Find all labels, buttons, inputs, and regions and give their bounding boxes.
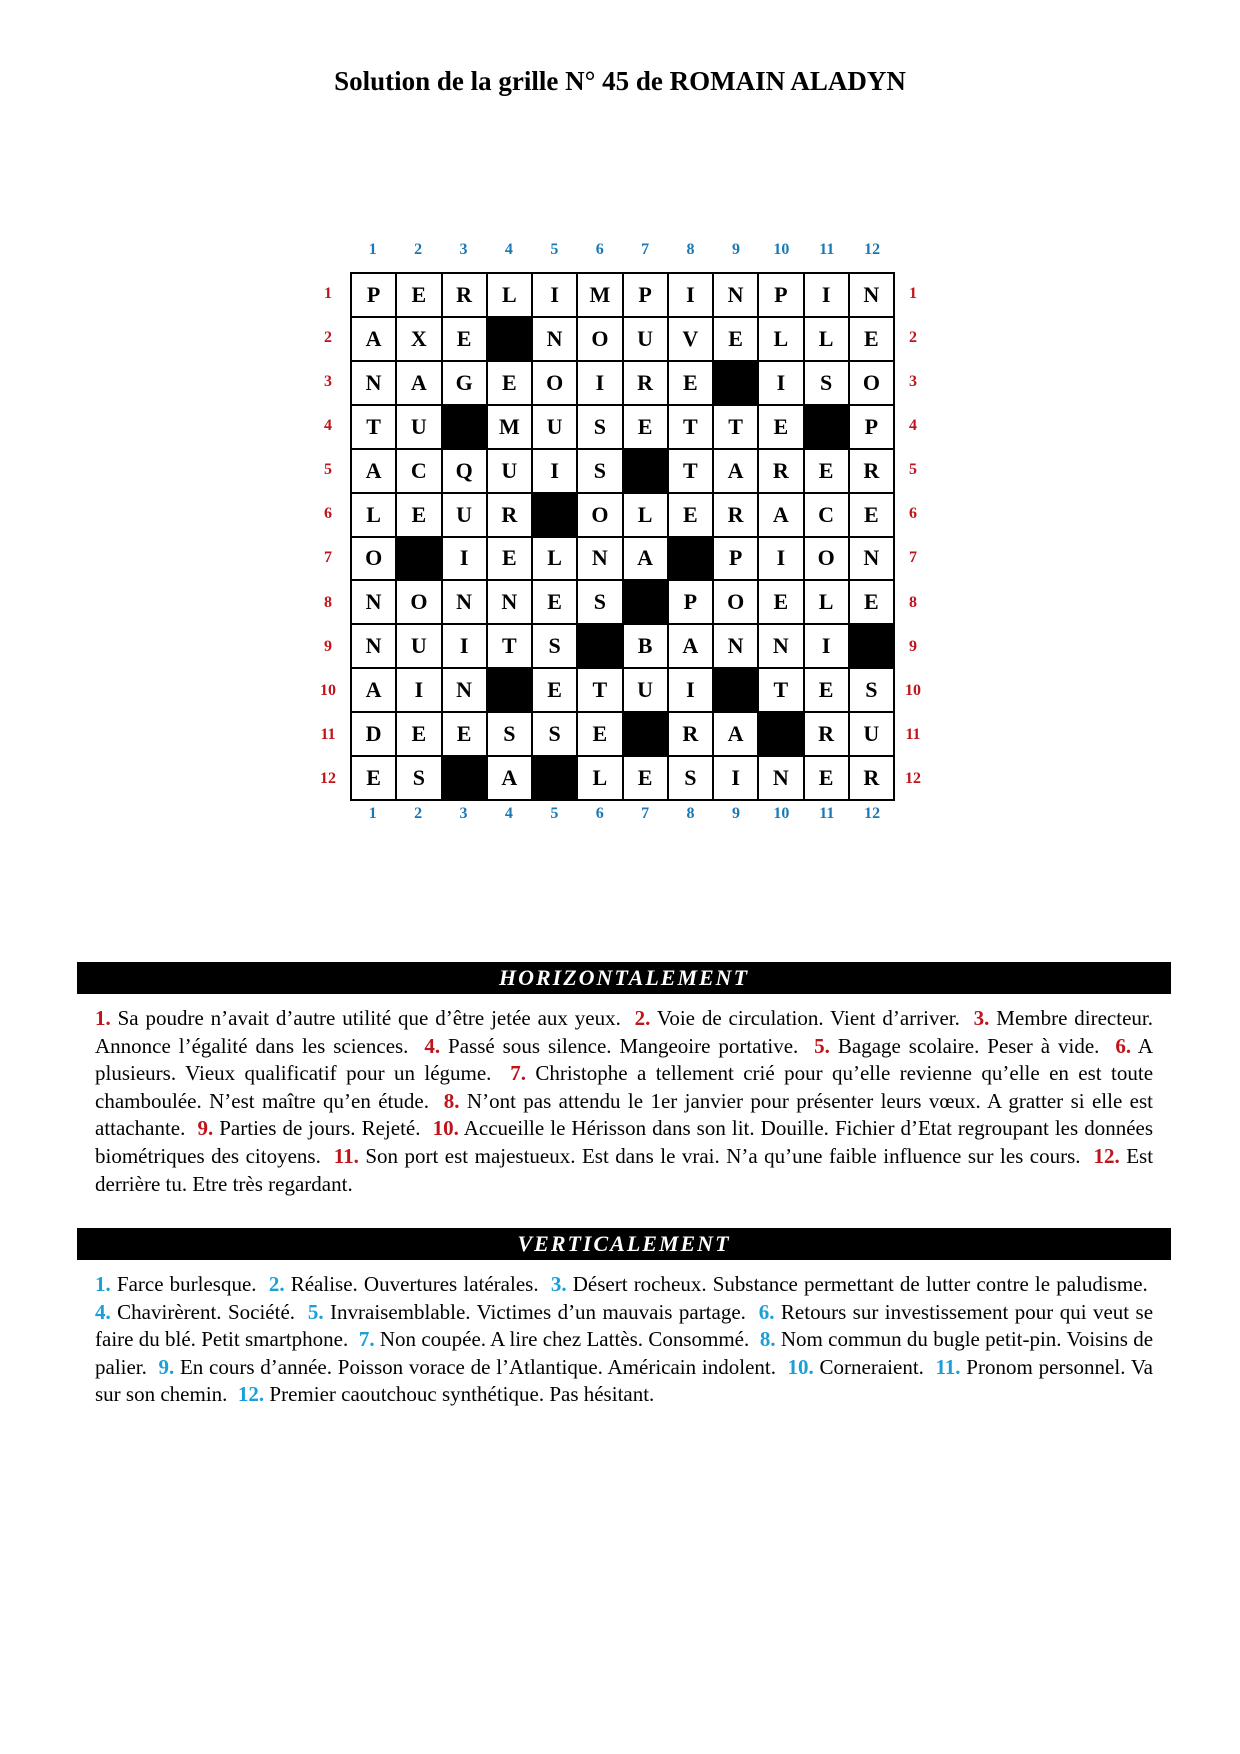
clue-number: 10. [432, 1116, 459, 1141]
grid-cell: A [624, 538, 667, 580]
clue-number: 2. [268, 1272, 285, 1296]
clue-text: Christophe a tellement crié pour qu’elle revienne qu’elle en est toute chamboulée. N’est maître qu’en étude. [95, 1061, 1154, 1113]
clue-text: Retours sur investissement pour qui veut se faire du blé. Petit smartphone. [95, 1299, 1154, 1352]
column-number: 8 [686, 241, 695, 258]
grid-cell: E [669, 362, 712, 404]
grid-cell: L [805, 581, 848, 623]
grid-cell: U [443, 494, 486, 536]
vertical-clues [95, 1271, 1153, 1409]
grid-cell: N [352, 581, 395, 623]
grid-cell: L [578, 757, 621, 799]
grid-cell: E [533, 581, 576, 623]
row-number: 3 [909, 373, 917, 391]
column-number: 5 [550, 805, 559, 822]
clue-text: Est derrière tu. Etre très regardant. [95, 1143, 1154, 1196]
clue-number: 6. [758, 1299, 775, 1324]
row-number: 10 [320, 681, 336, 699]
row-number: 2 [324, 329, 332, 347]
black-square [578, 625, 621, 667]
clue-text: Corneraient. [819, 1354, 924, 1379]
grid-cell: B [624, 625, 667, 667]
grid-cell: N [714, 625, 757, 667]
black-square [488, 669, 531, 711]
black-square [805, 406, 848, 448]
grid-cell: A [352, 669, 395, 711]
grid-cell: R [669, 713, 712, 755]
grid-cell: M [578, 274, 621, 316]
grid-cell: N [850, 538, 893, 580]
grid-cell: X [397, 318, 440, 360]
grid-cell: A [759, 494, 802, 536]
page-title: Solution de la grille N° 45 de ROMAIN ALADYN [334, 66, 906, 96]
grid-cell: A [669, 625, 712, 667]
grid-cell: E [624, 406, 667, 448]
grid-cell: R [488, 494, 531, 536]
grid-cell: I [533, 274, 576, 316]
clue-number: 11. [333, 1143, 359, 1168]
black-square [397, 538, 440, 580]
grid-cell: I [669, 669, 712, 711]
grid-cell: L [533, 538, 576, 580]
grid-cell: I [805, 274, 848, 316]
black-square [533, 757, 576, 799]
row-numbers-right [895, 272, 931, 801]
grid-cell: E [578, 713, 621, 755]
grid-cell: R [850, 450, 893, 492]
grid-cell: R [443, 274, 486, 316]
grid-cell: S [669, 757, 712, 799]
column-number: 3 [459, 241, 468, 258]
grid-cell: E [443, 713, 486, 755]
grid-cell: O [805, 538, 848, 580]
black-square [624, 450, 667, 492]
black-square [624, 581, 667, 623]
grid-cell: N [443, 581, 486, 623]
grid-cell: O [850, 362, 893, 404]
grid-cell: I [443, 538, 486, 580]
grid-cell: R [805, 713, 848, 755]
grid-cell: E [714, 318, 757, 360]
column-number: 12 [864, 241, 881, 258]
clue-number: 11. [935, 1354, 961, 1379]
grid-cell: C [805, 494, 848, 536]
row-number: 12 [320, 769, 336, 787]
clue-text: N’ont pas attendu le 1er janvier pour présenter leurs vœux. A gratter si elle est attachante. [95, 1088, 1154, 1141]
column-number: 10 [773, 241, 790, 258]
grid-cell: T [759, 669, 802, 711]
clue-number: 1. [95, 1006, 111, 1030]
clue-text: Voie de circulation. Vient d’arriver. [656, 1006, 960, 1030]
grid-cell: A [397, 362, 440, 404]
row-number: 5 [324, 461, 332, 479]
grid-cell: I [669, 274, 712, 316]
clue-text: Premier caoutchouc synthétique. Pas hésitant. [269, 1382, 655, 1407]
grid-cell: U [533, 406, 576, 448]
grid-cell: I [578, 362, 621, 404]
clue-text: Désert rocheux. Substance permettant de lutter contre le paludisme. [572, 1272, 1148, 1296]
column-number: 8 [686, 805, 695, 822]
row-number: 9 [324, 637, 332, 655]
column-number: 9 [731, 805, 740, 822]
clue-number: 9. [158, 1354, 175, 1379]
grid-cell: S [578, 406, 621, 448]
row-number: 10 [905, 681, 921, 699]
row-number: 7 [324, 549, 332, 567]
clue-text: Bagage scolaire. Peser à vide. [837, 1033, 1100, 1058]
grid-cell: E [850, 494, 893, 536]
column-number: 2 [414, 805, 423, 822]
clue-text: Farce burlesque. [116, 1272, 257, 1296]
grid-cell: E [624, 757, 667, 799]
column-number: 11 [819, 241, 835, 258]
horizontal-heading: HORIZONTALEMENT [77, 962, 1171, 994]
grid-cell: E [352, 757, 395, 799]
grid-cell: N [759, 625, 802, 667]
grid-cell: T [669, 450, 712, 492]
grid-cell: N [850, 274, 893, 316]
clue-number: 5. [814, 1033, 830, 1058]
column-number: 3 [459, 805, 468, 822]
grid-cell: S [533, 713, 576, 755]
black-square [624, 713, 667, 755]
clue-number: 10. [787, 1354, 814, 1379]
row-number: 9 [909, 637, 917, 655]
grid-cell: R [759, 450, 802, 492]
clue-number: 6. [1115, 1033, 1132, 1058]
black-square [443, 406, 486, 448]
grid-cell: E [397, 494, 440, 536]
grid-cell: I [443, 625, 486, 667]
grid-cell: E [488, 362, 531, 404]
grid-cell: N [714, 274, 757, 316]
black-square [850, 625, 893, 667]
grid-cell: O [714, 581, 757, 623]
column-numbers-bottom [350, 805, 895, 823]
column-number: 6 [595, 805, 604, 822]
row-number: 1 [909, 285, 917, 302]
crossword-grid [350, 272, 895, 801]
clue-text: A plusieurs. Vieux qualificatif pour un légume. [95, 1033, 1154, 1086]
grid-cell: A [352, 450, 395, 492]
column-number: 2 [414, 241, 423, 258]
grid-cell: I [533, 450, 576, 492]
grid-cell: S [578, 450, 621, 492]
grid-cell: S [805, 362, 848, 404]
grid-cell: D [352, 713, 395, 755]
grid-cell: T [669, 406, 712, 448]
clue-number: 3. [550, 1272, 567, 1296]
grid-cell: N [352, 362, 395, 404]
row-number: 5 [909, 461, 917, 479]
clue-text: Parties de jours. Rejeté. [219, 1116, 421, 1141]
grid-cell: T [352, 406, 395, 448]
grid-cell: S [397, 757, 440, 799]
row-number: 1 [324, 285, 332, 302]
grid-cell: N [759, 757, 802, 799]
row-number: 11 [905, 725, 921, 743]
clue-text: Réalise. Ouvertures latérales. [290, 1272, 539, 1296]
row-number: 2 [909, 329, 917, 347]
grid-cell: V [669, 318, 712, 360]
grid-cell: U [850, 713, 893, 755]
grid-cell: T [578, 669, 621, 711]
clue-number: 1. [95, 1272, 111, 1296]
grid-cell: U [624, 318, 667, 360]
grid-cell: O [397, 581, 440, 623]
row-number: 11 [320, 725, 336, 743]
vertical-heading: VERTICALEMENT [77, 1228, 1171, 1260]
clue-number: 4. [424, 1033, 441, 1058]
grid-cell: L [759, 318, 802, 360]
clue-number: 4. [95, 1299, 111, 1324]
grid-cell: P [669, 581, 712, 623]
row-number: 8 [324, 593, 332, 611]
grid-cell: U [397, 625, 440, 667]
grid-cell: N [443, 669, 486, 711]
clue-text: Passé sous silence. Mangeoire portative. [448, 1033, 799, 1058]
clue-text: Non coupée. A lire chez Lattès. Consommé. [379, 1327, 750, 1352]
black-square [669, 538, 712, 580]
grid-cell: S [533, 625, 576, 667]
grid-cell: O [533, 362, 576, 404]
clue-number: 7. [358, 1327, 375, 1352]
clue-text: Accueille le Hérisson dans son lit. Douille. Fichier d’Etat regroupant les données biométriques des citoyens. [95, 1116, 1154, 1168]
clue-text: En cours d’année. Poisson vorace de l’Atlantique. Américain indolent. [179, 1354, 776, 1379]
grid-cell: I [759, 362, 802, 404]
grid-cell: A [352, 318, 395, 360]
clue-number: 8. [759, 1327, 776, 1352]
grid-cell: I [397, 669, 440, 711]
column-number: 7 [641, 241, 650, 258]
row-numbers-left [310, 272, 346, 801]
column-number: 4 [504, 241, 513, 258]
black-square [488, 318, 531, 360]
grid-cell: L [805, 318, 848, 360]
column-number: 6 [595, 241, 604, 258]
clue-text: Sa poudre n’avait d’autre utilité que d’être jetée aux yeux. [117, 1006, 621, 1030]
row-number: 12 [905, 769, 921, 787]
grid-cell: E [669, 494, 712, 536]
grid-cell: A [714, 713, 757, 755]
grid-cell: I [714, 757, 757, 799]
grid-cell: P [352, 274, 395, 316]
grid-cell: S [850, 669, 893, 711]
grid-cell: O [578, 494, 621, 536]
column-number: 7 [641, 805, 650, 822]
grid-cell: E [805, 669, 848, 711]
grid-cell: R [624, 362, 667, 404]
grid-cell: U [624, 669, 667, 711]
grid-cell: U [397, 406, 440, 448]
black-square [714, 669, 757, 711]
grid-cell: E [488, 538, 531, 580]
grid-cell: R [714, 494, 757, 536]
horizontal-clues [95, 1005, 1153, 1198]
clue-text: Son port est majestueux. Est dans le vrai. N’a qu’une faible influence sur les cours. [365, 1143, 1081, 1168]
grid-cell: E [805, 450, 848, 492]
grid-cell: S [488, 713, 531, 755]
grid-cell: T [488, 625, 531, 667]
grid-cell: R [850, 757, 893, 799]
grid-cell: M [488, 406, 531, 448]
grid-cell: E [850, 581, 893, 623]
grid-cell: P [850, 406, 893, 448]
grid-cell: N [533, 318, 576, 360]
column-number: 12 [864, 805, 881, 822]
black-square [714, 362, 757, 404]
grid-cell: P [714, 538, 757, 580]
clue-number: 3. [973, 1006, 990, 1030]
clue-text: Membre directeur. Annonce l’égalité dans les sciences. [95, 1006, 1153, 1058]
grid-cell: N [578, 538, 621, 580]
row-number: 4 [909, 417, 917, 435]
grid-cell: P [759, 274, 802, 316]
clue-number: 5. [307, 1299, 324, 1324]
grid-cell: L [624, 494, 667, 536]
clue-number: 12. [1093, 1143, 1120, 1168]
black-square [759, 713, 802, 755]
clue-number: 12. [237, 1382, 265, 1407]
grid-cell: L [352, 494, 395, 536]
grid-cell: I [805, 625, 848, 667]
clue-text: Invraisemblable. Victimes d’un mauvais partage. [330, 1299, 746, 1324]
column-number: 4 [504, 805, 513, 822]
clue-number: 7. [510, 1061, 526, 1086]
grid-cell: E [850, 318, 893, 360]
clue-text: Pronom personnel. Va sur son chemin. [95, 1354, 1154, 1407]
grid-cell: E [443, 318, 486, 360]
row-number: 6 [909, 505, 917, 523]
clue-number: 9. [197, 1116, 214, 1141]
grid-cell: C [397, 450, 440, 492]
grid-cell: E [533, 669, 576, 711]
column-number: 5 [550, 241, 559, 258]
clue-number: 8. [443, 1088, 460, 1113]
grid-cell: Q [443, 450, 486, 492]
grid-cell: O [352, 538, 395, 580]
black-square [533, 494, 576, 536]
column-number: 10 [773, 805, 790, 822]
row-number: 4 [324, 417, 332, 435]
column-number: 1 [368, 241, 377, 258]
clue-text: Nom commun du bugle petit-pin. Voisins de palier. [95, 1327, 1154, 1379]
grid-cell: E [397, 274, 440, 316]
grid-cell: E [759, 406, 802, 448]
clue-text: Chavirèrent. Société. [117, 1299, 296, 1324]
grid-cell: N [488, 581, 531, 623]
grid-cell: T [714, 406, 757, 448]
grid-cell: S [578, 581, 621, 623]
grid-cell: E [759, 581, 802, 623]
row-number: 3 [324, 373, 332, 391]
grid-cell: P [624, 274, 667, 316]
clue-number: 2. [634, 1006, 651, 1030]
column-number: 11 [819, 805, 835, 822]
grid-cell: E [805, 757, 848, 799]
row-number: 8 [909, 593, 917, 611]
row-number: 6 [324, 505, 332, 523]
black-square [443, 757, 486, 799]
grid-cell: I [759, 538, 802, 580]
grid-cell: G [443, 362, 486, 404]
grid-cell: E [397, 713, 440, 755]
grid-cell: U [488, 450, 531, 492]
column-number: 1 [368, 805, 377, 822]
grid-cell: A [714, 450, 757, 492]
grid-cell: A [488, 757, 531, 799]
row-number: 7 [909, 549, 917, 567]
grid-cell: O [578, 318, 621, 360]
grid-cell: L [488, 274, 531, 316]
grid-cell: N [352, 625, 395, 667]
column-numbers-top [350, 241, 895, 259]
column-number: 9 [731, 241, 740, 258]
